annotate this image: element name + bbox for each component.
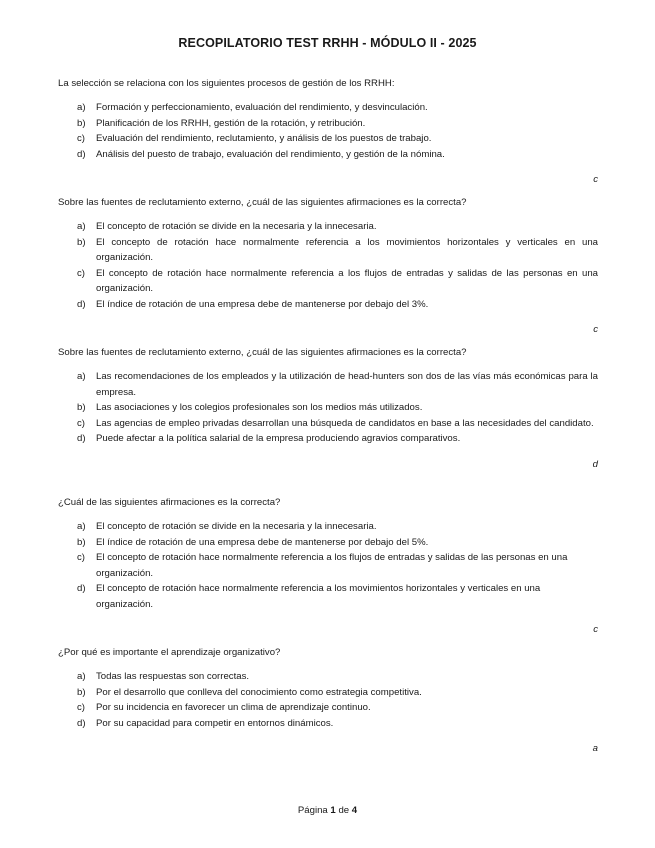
option-b	[58, 400, 598, 416]
option-d	[58, 716, 598, 732]
option-a	[58, 669, 598, 685]
option-d	[58, 147, 598, 163]
question-4	[58, 496, 598, 635]
option-c	[58, 700, 598, 716]
option-d	[58, 431, 598, 447]
option-text: Formación y perfeccionamiento, evaluación del rendimiento, y desvinculación.	[96, 102, 428, 113]
answer-key: c	[593, 624, 598, 635]
option-label: a)	[77, 371, 86, 382]
option-text: Planificación de los RRHH, gestión de la rotación, y retribución.	[96, 117, 366, 129]
option-b	[58, 685, 598, 701]
option-label: d)	[77, 583, 86, 594]
option-d	[58, 297, 598, 313]
question-text: La selección se relaciona con los siguientes procesos de gestión de los RRHH:	[58, 78, 395, 89]
option-c	[58, 266, 598, 297]
document-title: RECOPILATORIO TEST RRHH - MÓDULO II - 2025	[178, 36, 477, 50]
answer-key: a	[592, 743, 598, 754]
option-text: Puede afectar a la política salarial de la empresa produciendo agravios comparativos.	[96, 433, 461, 444]
options-list	[58, 669, 598, 731]
option-c	[58, 416, 598, 432]
option-b	[58, 235, 598, 266]
option-text: Las asociaciones y los colegios profesionales son los medios más utilizados.	[96, 402, 423, 413]
option-text: Por su capacidad para competir en entornos dinámicos.	[96, 717, 334, 729]
page-footer	[0, 805, 655, 816]
option-text: Evaluación del rendimiento, reclutamiento, y análisis de los puestos de trabajo.	[96, 133, 432, 144]
option-text: El índice de rotación de una empresa debe de mantenerse por debajo del 3%.	[96, 298, 429, 310]
option-label: a)	[77, 102, 86, 113]
option-text: Las recomendaciones de los empleados y la utilización de head-hunters son dos de las vías más económicas para la empresa.	[96, 371, 598, 398]
answer-key: d	[592, 458, 598, 470]
footer-middle: de	[338, 805, 350, 816]
option-text: El concepto de rotación hace normalmente referencia a los flujos de entradas y salidas de las personas en una organización.	[96, 552, 568, 579]
option-text: El concepto de rotación se divide en la necesaria y la innecesaria.	[96, 521, 377, 532]
option-label: a)	[77, 671, 86, 682]
option-b	[58, 116, 598, 132]
question-1	[58, 77, 598, 185]
footer-total-pages: 4	[351, 805, 358, 816]
options-list	[58, 219, 598, 312]
option-text: El concepto de rotación se divide en la necesaria y la innecesaria.	[96, 221, 377, 232]
option-label: b)	[77, 536, 86, 548]
option-label: b)	[77, 117, 86, 129]
option-c	[58, 131, 598, 147]
option-label: d)	[77, 433, 86, 444]
option-label: d)	[77, 298, 86, 310]
option-label: a)	[77, 521, 86, 532]
option-text: Por el desarrollo que conlleva del conocimiento como estrategia competitiva.	[96, 686, 422, 698]
option-text: El índice de rotación de una empresa debe de mantenerse por debajo del 5%.	[96, 536, 429, 548]
option-a	[58, 369, 598, 400]
question-text: Sobre las fuentes de reclutamiento externo, ¿cuál de las siguientes afirmaciones es la correcta?	[58, 197, 467, 208]
question-text: Sobre las fuentes de reclutamiento externo, ¿cuál de las siguientes afirmaciones es la correcta?	[58, 347, 467, 358]
option-c	[58, 550, 598, 581]
option-label: c)	[77, 417, 85, 429]
answer-key: c	[593, 174, 598, 185]
answer-key: c	[593, 324, 598, 335]
options-list	[58, 100, 598, 162]
option-label: c)	[77, 267, 85, 279]
option-text: Por su incidencia en favorecer un clima de aprendizaje continuo.	[96, 702, 371, 713]
option-label: d)	[77, 717, 86, 729]
option-label: b)	[77, 236, 86, 248]
question-5	[58, 646, 598, 754]
option-text: Las agencias de empleo privadas desarrollan una búsqueda de candidatos en base a las necesidades del candidato.	[96, 417, 594, 429]
option-a	[58, 219, 598, 235]
option-a	[58, 100, 598, 116]
option-label: b)	[77, 402, 86, 413]
option-text: El concepto de rotación hace normalmente referencia a los movimientos horizontales y verticales en una organización.	[96, 583, 541, 610]
question-text: ¿Cuál de las siguientes afirmaciones es la correcta?	[58, 497, 281, 508]
footer-prefix: Página	[297, 805, 328, 816]
options-list	[58, 369, 598, 447]
option-a	[58, 519, 598, 535]
option-text: El concepto de rotación hace normalmente referencia a los movimientos horizontales y verticales en una organización.	[96, 236, 598, 263]
option-text: Todas las respuestas son correctas.	[96, 671, 250, 682]
option-label: d)	[77, 148, 86, 160]
option-label: c)	[77, 552, 85, 563]
option-text: Análisis del puesto de trabajo, evaluación del rendimiento, y gestión de la nómina.	[96, 148, 445, 160]
question-text: ¿Por qué es importante el aprendizaje organizativo?	[58, 647, 281, 658]
question-3	[58, 346, 598, 470]
question-2	[58, 196, 598, 335]
option-b	[58, 535, 598, 551]
footer-page-number: 1	[330, 805, 336, 816]
option-label: b)	[77, 686, 86, 698]
option-d	[58, 581, 598, 612]
option-label: c)	[77, 133, 85, 144]
option-text: El concepto de rotación hace normalmente referencia a los flujos de entradas y salidas de las personas en una organización.	[96, 267, 598, 294]
option-label: a)	[77, 221, 86, 232]
option-label: c)	[77, 702, 85, 713]
options-list	[58, 519, 598, 612]
